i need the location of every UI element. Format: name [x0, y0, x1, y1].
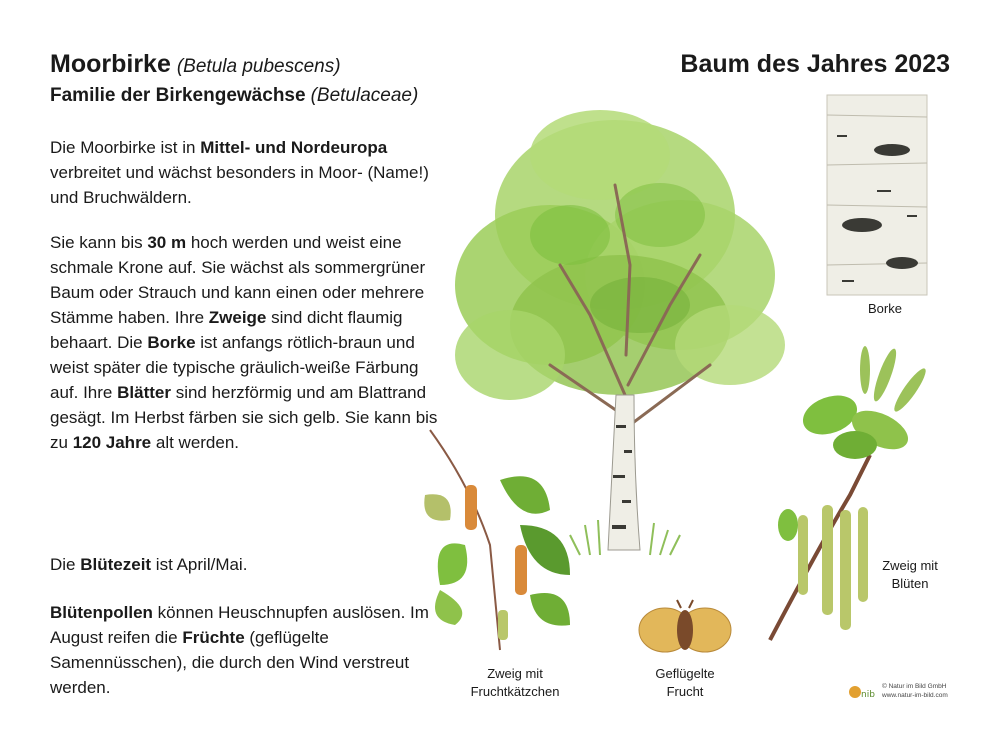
natur-im-bild-logo	[848, 682, 878, 702]
tree-crown	[455, 110, 785, 400]
caption-fruiting-branch-line1: Zweig mit	[487, 666, 543, 681]
logo-text: nib	[861, 690, 875, 700]
paragraph-distribution	[50, 135, 450, 210]
copyright-url: www.natur-im-bild.com	[882, 692, 948, 699]
young-leaves	[798, 389, 914, 459]
caption-fruit	[630, 665, 740, 701]
highlighted-term: 30 m	[147, 233, 187, 252]
winged-fruit-illustration	[635, 600, 735, 660]
highlighted-term: Zweige	[208, 308, 267, 327]
caption-flowering-branch	[870, 557, 950, 593]
paragraph-fruit	[50, 600, 450, 700]
tree-of-the-year-title: Baum des Jahres 2023	[680, 50, 950, 78]
text-run: hoch werden und weist eine schmale Krone auf. Sie wächst als sommergrüner Baum oder Strauch und kann einen oder mehrere Stämme haben. Ihre	[50, 233, 426, 327]
caption-fruit-line2: Frucht	[666, 684, 704, 699]
caption-fruit-line1: Geflügelte	[655, 666, 715, 681]
caption-flowering-branch-line1: Zweig mit	[882, 558, 938, 573]
text-run: ist April/Mai.	[151, 555, 248, 574]
highlighted-term: Früchte	[182, 628, 245, 647]
family-name: Familie der Birkengewächse	[50, 85, 306, 106]
highlighted-term: 120 Jahre	[72, 433, 152, 452]
caption-bark: Borke	[868, 301, 902, 316]
bark-illustration	[822, 95, 932, 295]
text-run: ist anfangs rötlich-braun und weist später die typische gräulich-weiße Färbung auf. Ihre	[50, 333, 419, 402]
caption-fruiting-branch	[455, 665, 575, 701]
text-run: sind dicht flaumig behaart. Die	[50, 308, 403, 352]
upright-catkins	[860, 346, 930, 415]
copyright-line1: © Natur im Bild GmbH	[882, 683, 947, 690]
text-run: Die Moorbirke ist in	[50, 138, 201, 157]
caption-flowering-branch-line2: Blüten	[891, 576, 929, 591]
highlighted-term: Blütenpollen	[50, 603, 153, 622]
highlighted-term: Blütezeit	[80, 555, 152, 574]
fruiting-branch-illustration	[420, 425, 600, 655]
copyright-text	[882, 682, 948, 700]
highlighted-term: Borke	[147, 333, 196, 352]
text-run: Die	[50, 555, 81, 574]
text-run: alt werden.	[151, 433, 240, 452]
text-run: verbreitet und wächst besonders in Moor- (Name!) und Bruchwäldern.	[50, 163, 429, 207]
caption-fruiting-branch-line2: Fruchtkätzchen	[470, 684, 560, 699]
text-run: Sie kann bis	[50, 233, 148, 252]
family-latin-name: (Betulaceae)	[310, 85, 419, 106]
text-run: können Heuschnupfen auslösen. Im August reifen die	[50, 603, 429, 647]
species-latin-name: (Betula pubescens)	[176, 56, 341, 77]
paragraph-flowering	[50, 552, 450, 577]
text-run: sind herzförmig und am Blattrand gesägt. Im Herbst färben sie sich gelb. Sie kann bis zu	[50, 383, 438, 452]
flowering-branch-illustration	[760, 345, 950, 645]
family-line	[50, 85, 418, 107]
species-name: Moorbirke	[50, 50, 171, 78]
highlighted-term: Blätter	[117, 383, 171, 402]
branch-leaves	[424, 476, 570, 625]
page-title	[50, 50, 341, 79]
paragraph-description	[50, 230, 450, 455]
highlighted-term: Mittel- und Nordeuropa	[200, 138, 388, 157]
text-run: (geflügelte Samennüsschen), die durch den Wind verstreut werden.	[50, 628, 410, 697]
